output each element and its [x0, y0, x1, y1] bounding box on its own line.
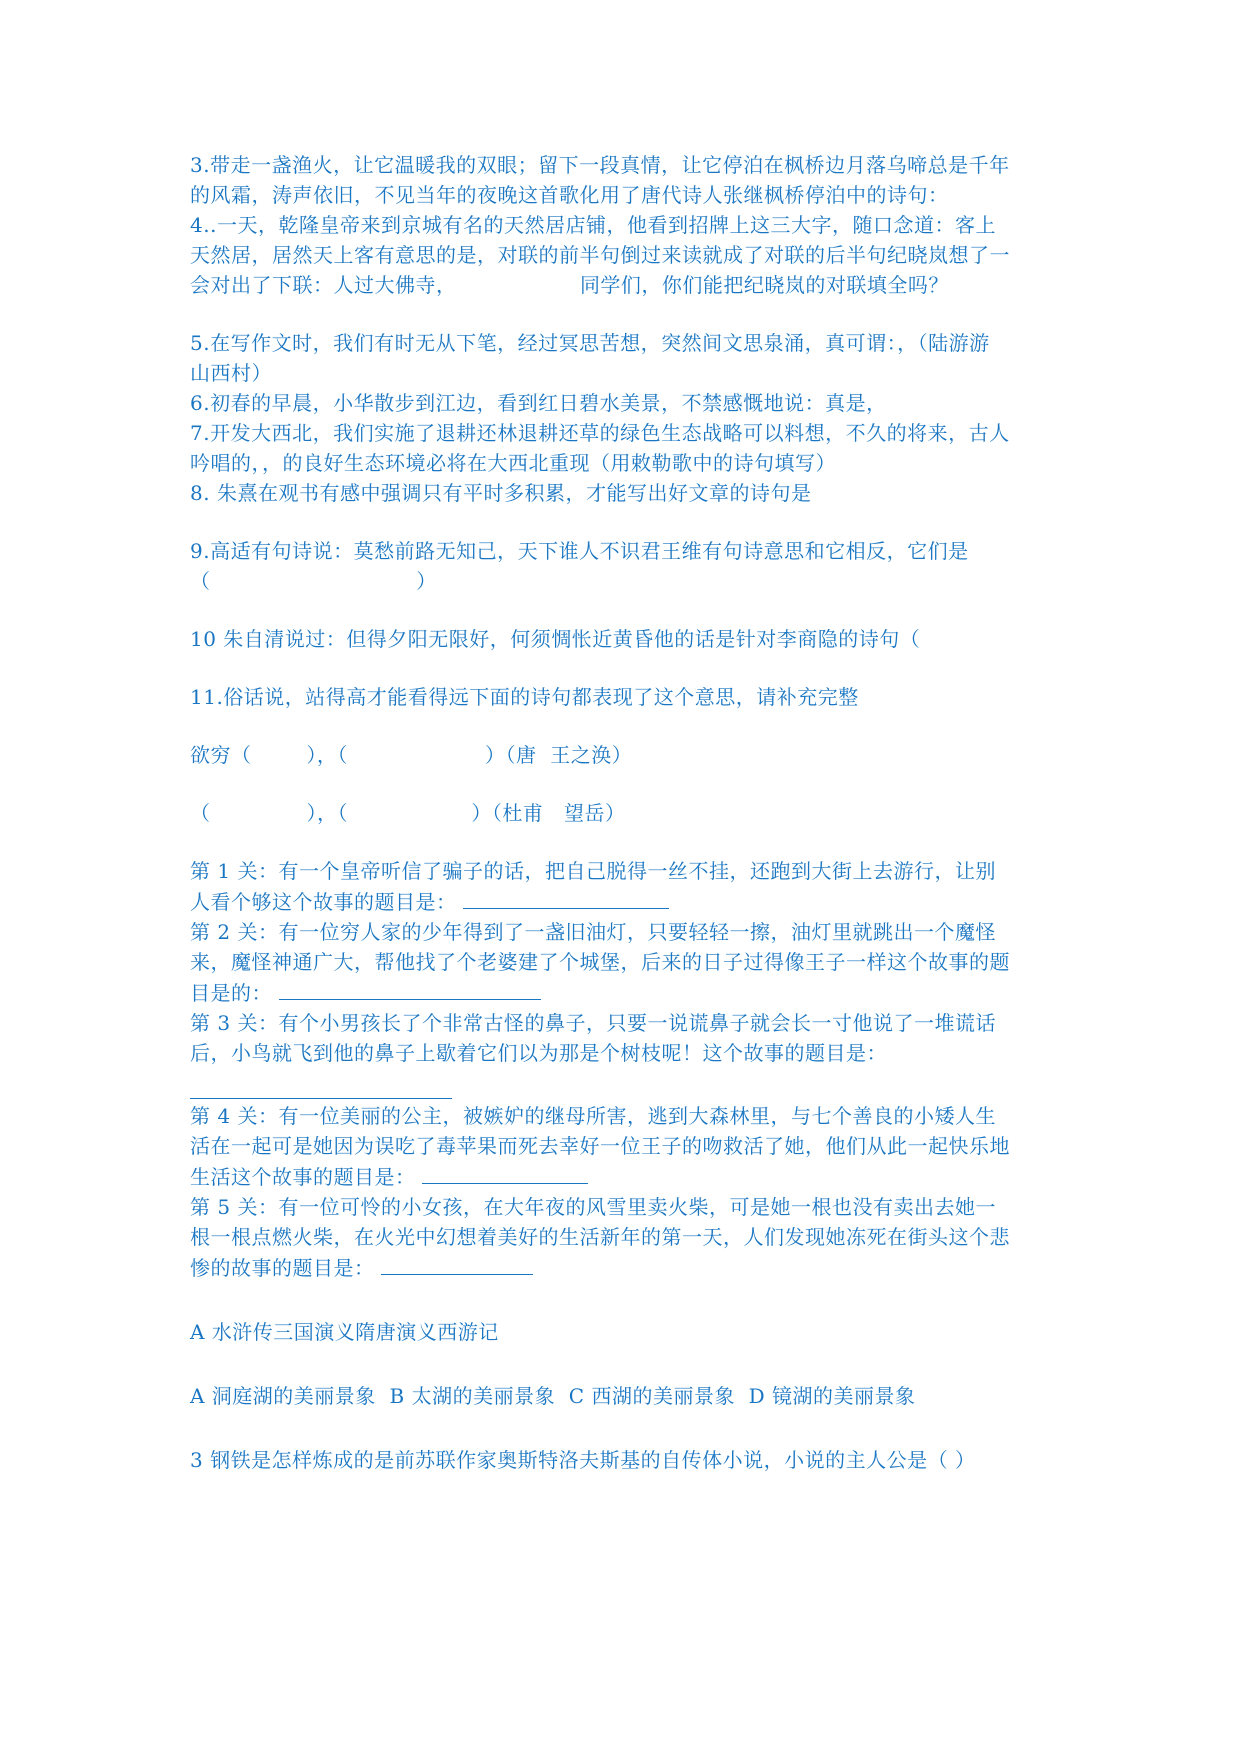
question-4-line-1: 4..一天，乾隆皇帝来到京城有名的天然居店铺，他看到招牌上这三大字，随口念道：客上 — [190, 213, 996, 237]
level-4-line-2: 活在一起可是她因为误吃了毒苹果而死去幸好一位王子的吻救活了她，他们从此一起快乐地 — [190, 1134, 1010, 1158]
level-2-answer-blank[interactable] — [279, 977, 541, 1000]
question-3-last: 3 钢铁是怎样炼成的是前苏联作家奥斯特洛夫斯基的自传体小说，小说的主人公是（ ） — [190, 1448, 976, 1472]
question-4-answer-space — [457, 273, 580, 297]
document-page — [190, 150, 1070, 1475]
level-5-line-3 — [190, 1252, 1070, 1283]
question-9-line-2: （ ） — [190, 569, 437, 593]
level-5-line-2: 根一根点燃火柴，在火光中幻想着美好的生活新年的第一天，人们发现她冻死在街头这个悲 — [190, 1225, 1010, 1249]
level-2-line-3-text: 目是的： — [190, 981, 272, 1005]
option-list-a: A 水浒传三国演义隋唐演义西游记 — [190, 1320, 499, 1344]
level-3-line-2: 后，小鸟就飞到他的鼻子上歇着它们以为那是个树枝呢！这个故事的题目是： — [190, 1041, 887, 1065]
question-11-poem-line-1: 欲穷（ ），（ ）（唐 王之涣） — [190, 743, 633, 767]
level-1-line-1: 第 1 关：有一个皇帝听信了骗子的话，把自己脱得一丝不挂，还跑到大街上去游行，让别 — [190, 859, 996, 883]
question-10: 10 朱自清说过：但得夕阳无限好，何须惆怅近黄昏他的话是针对李商隐的诗句（ — [190, 627, 921, 651]
question-7-line-1: 7.开发大西北，我们实施了退耕还林退耕还草的绿色生态战略可以料想，不久的将来，古人 — [190, 421, 1010, 445]
level-1-line-2-text: 人看个够这个故事的题目是： — [190, 890, 457, 914]
level-2-line-1: 第 2 关：有一位穷人家的少年得到了一盏旧油灯，只要轻轻一擦，油灯里就跳出一个魔怪 — [190, 920, 996, 944]
question-4-line-3-part-1: 会对出了下联：人过大佛寺， — [190, 273, 457, 297]
question-3-line-2: 的风霜，涛声依旧，不见当年的夜晚这首歌化用了唐代诗人张继枫桥停泊中的诗句： — [190, 183, 949, 207]
question-9-line-1: 9.高适有句诗说：莫愁前路无知己，天下谁人不识君王维有句诗意思和它相反，它们是 — [190, 539, 969, 563]
question-7-line-2: 吟唱的，，的良好生态环境必将在大西北重现（用敕勒歌中的诗句填写） — [190, 451, 836, 475]
level-3-answer-blank[interactable] — [190, 1068, 452, 1099]
level-5-answer-blank[interactable] — [381, 1252, 533, 1275]
question-5-line-1: 5.在写作文时，我们有时无从下笔，经过冥思苦想，突然间文思泉涌，真可谓：，（陆游游 — [190, 331, 990, 355]
question-6: 6.初春的早晨，小华散步到江边，看到红日碧水美景，不禁感慨地说：真是， — [190, 391, 887, 415]
question-5-line-2: 山西村） — [190, 361, 272, 385]
question-4-line-3-part-2: 同学们，你们能把纪晓岚的对联填全吗？ — [579, 273, 949, 297]
level-2-line-2: 来，魔怪神通广大，帮他找了个老婆建了个城堡，后来的日子过得像王子一样这个故事的题 — [190, 950, 1010, 974]
level-4-line-3 — [190, 1161, 1070, 1192]
level-3-line-1: 第 3 关：有个小男孩长了个非常古怪的鼻子，只要一说谎鼻子就会长一寸他说了一堆谎话 — [190, 1011, 996, 1035]
question-4-line-2: 天然居，居然天上客有意思的是，对联的前半句倒过来读就成了对联的后半句纪晓岚想了一 — [190, 243, 1010, 267]
level-5-line-1: 第 5 关：有一位可怜的小女孩，在大年夜的风雪里卖火柴，可是她一根也没有卖出去她一 — [190, 1195, 996, 1219]
level-5-line-3-text: 惨的故事的题目是： — [190, 1256, 375, 1280]
question-11: 11.俗话说，站得高才能看得远下面的诗句都表现了这个意思，请补充完整 — [190, 685, 859, 709]
level-1-answer-blank[interactable] — [463, 886, 669, 909]
question-4-line-3 — [190, 270, 1070, 300]
level-4-answer-blank[interactable] — [422, 1161, 588, 1184]
level-4-line-3-text: 生活这个故事的题目是： — [190, 1165, 416, 1189]
question-3-line-1: 3.带走一盏渔火，让它温暖我的双眼；留下一段真情，让它停泊在枫桥边月落乌啼总是千年 — [190, 153, 1010, 177]
level-4-line-1: 第 4 关：有一位美丽的公主，被嫉妒的继母所害，逃到大森林里，与七个善良的小矮人生 — [190, 1104, 996, 1128]
level-1-line-2 — [190, 886, 1070, 917]
question-11-poem-line-2: （ ），（ ）（杜甫 望岳） — [190, 801, 626, 825]
level-2-line-3 — [190, 977, 1070, 1008]
option-list-b: A 洞庭湖的美丽景象 B 太湖的美丽景象 C 西湖的美丽景象 D 镜湖的美丽景象 — [190, 1384, 916, 1408]
question-8: 8. 朱熹在观书有感中强调只有平时多积累，才能写出好文章的诗句是 — [190, 481, 812, 505]
